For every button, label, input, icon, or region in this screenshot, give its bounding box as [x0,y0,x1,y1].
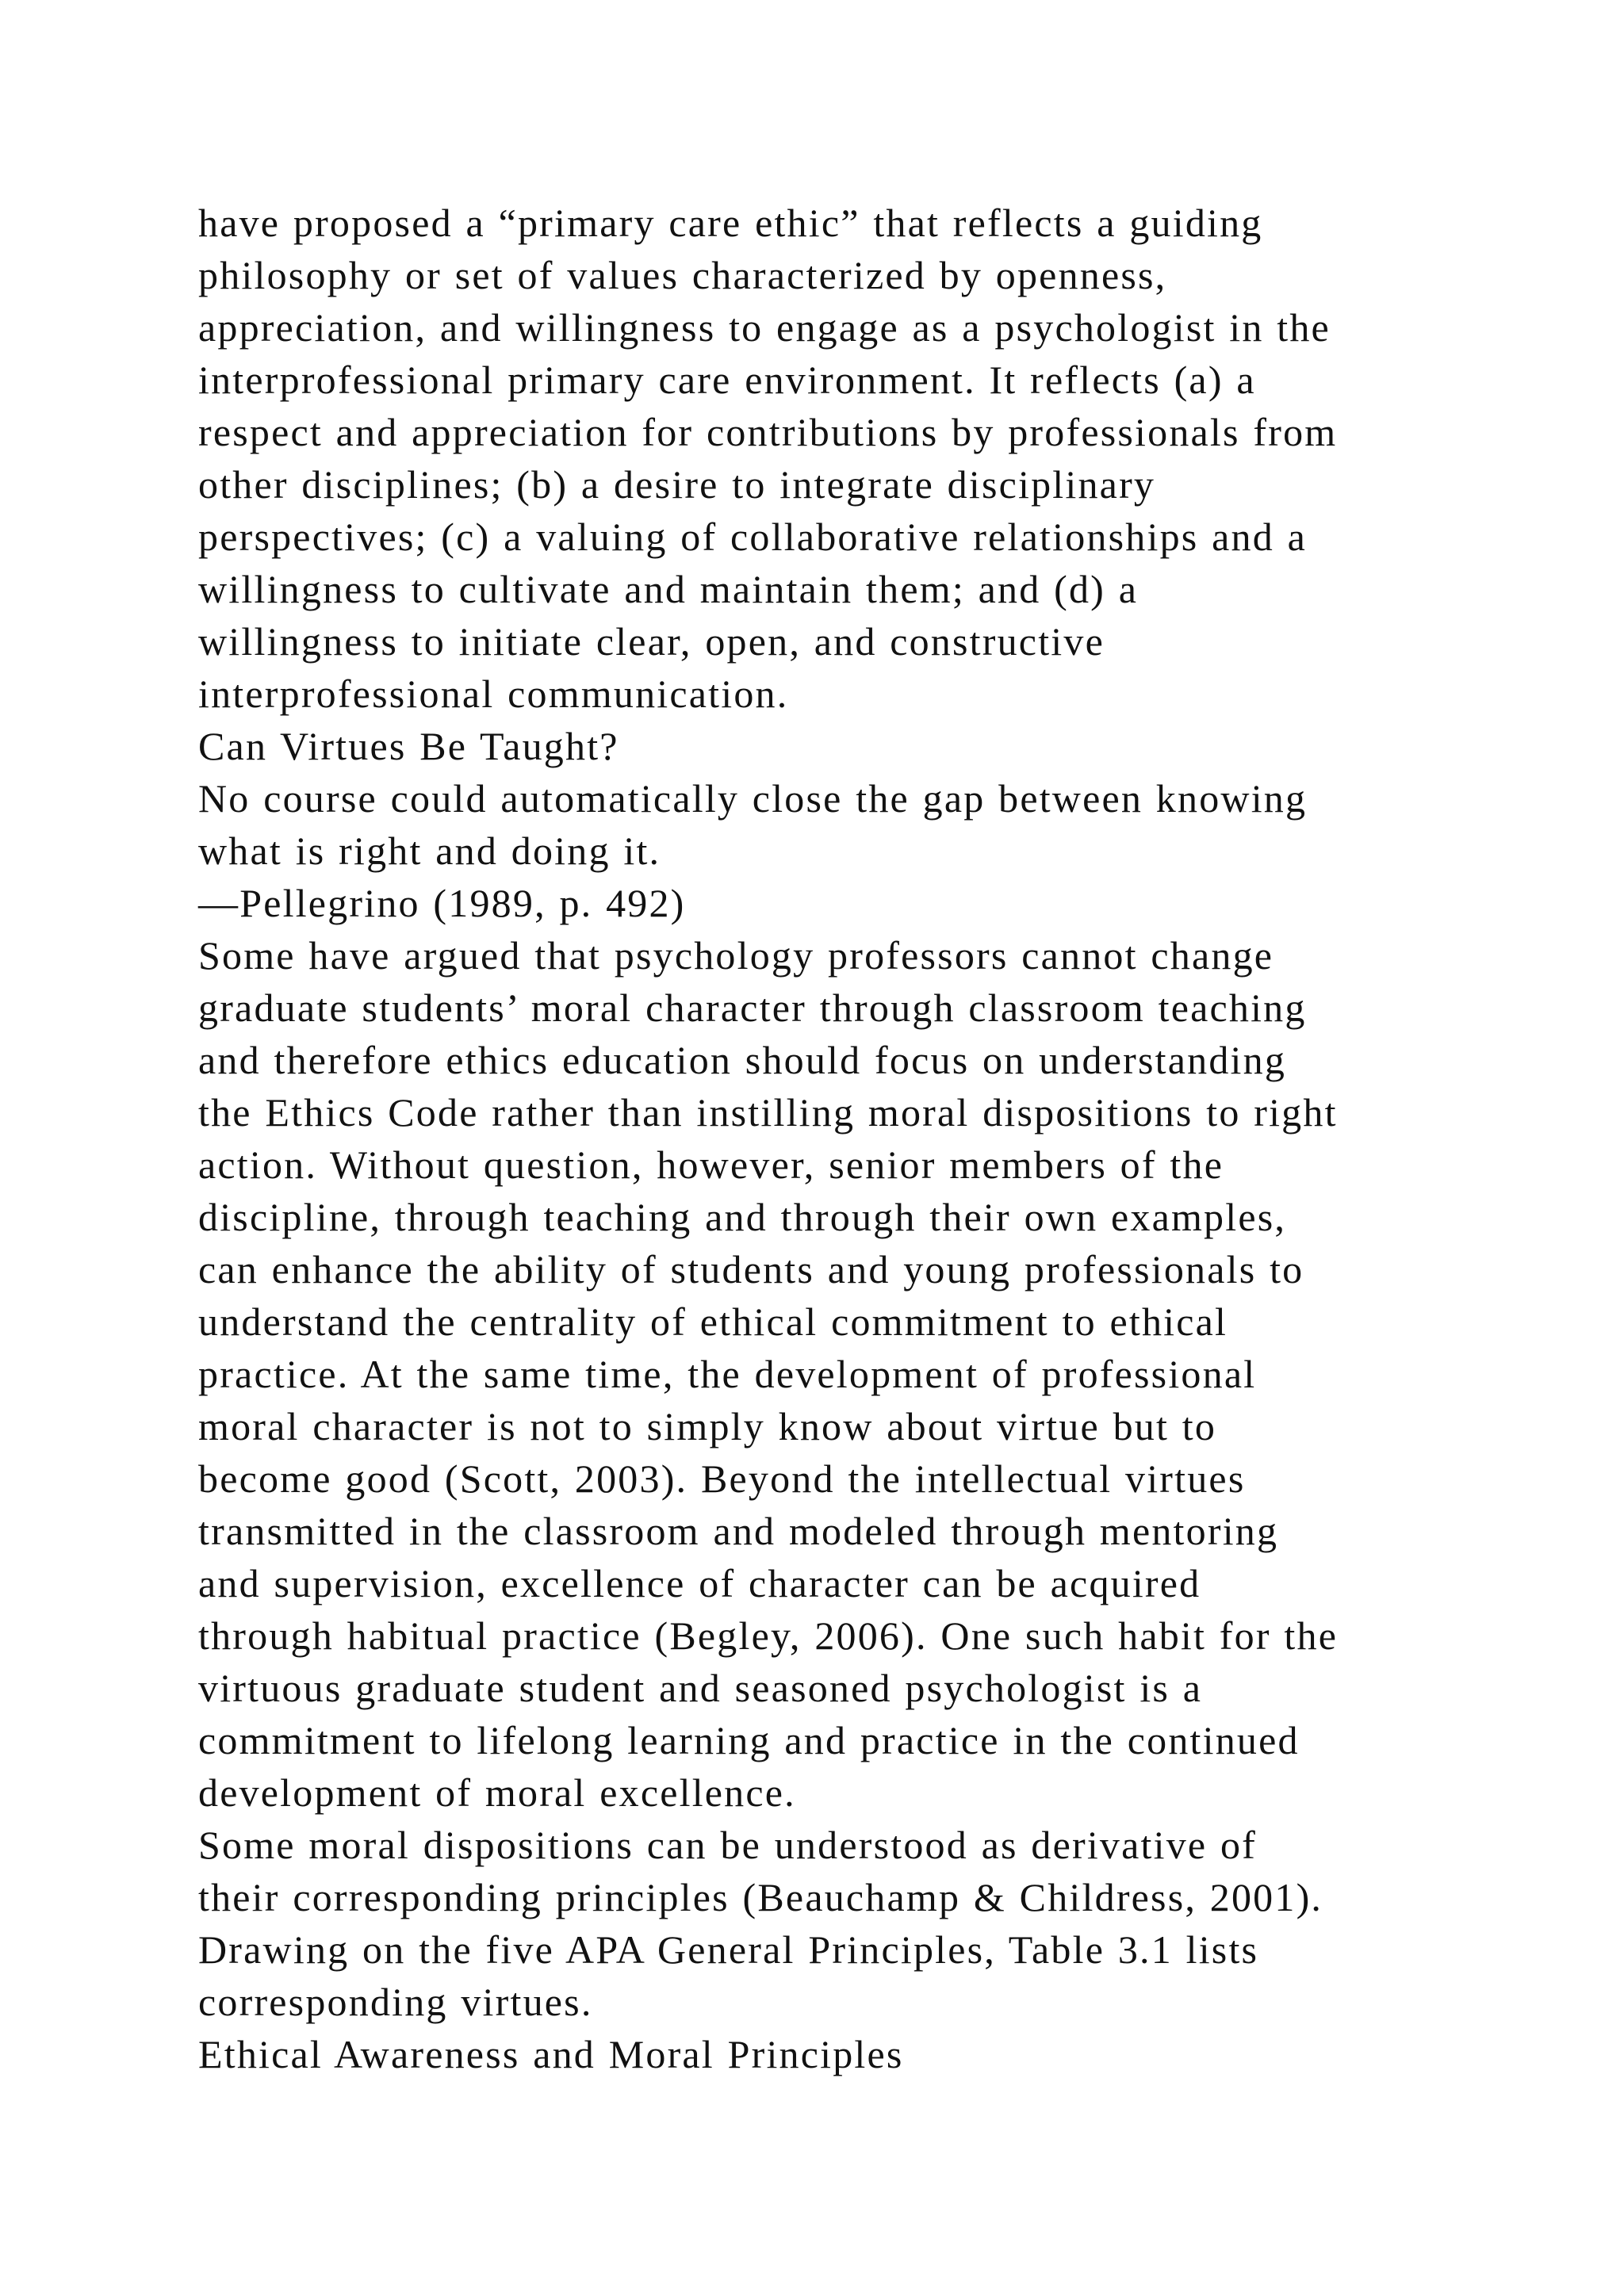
text-line: willingness to initiate clear, open, and constructive [198,619,1105,664]
text-line: virtuous graduate student and seasoned psychologist is a [198,1666,1203,1710]
text-line: have proposed a “primary care ethic” that reflects a guiding [198,201,1263,245]
section-heading: Can Virtues Be Taught? [198,724,619,768]
text-line: through habitual practice (Begley, 2006). One such habit for the [198,1613,1339,1658]
text-line: understand the centrality of ethical commitment to ethical [198,1299,1228,1344]
text-line: philosophy or set of values characterized by openness, [198,253,1167,297]
text-line: their corresponding principles (Beauchamp & Childress, 2001). [198,1875,1323,1919]
section-heading: Ethical Awareness and Moral Principles [198,2032,904,2076]
text-line: perspectives; (c) a valuing of collaborative relationships and a [198,515,1308,559]
text-line: and therefore ethics education should focus on understanding [198,1038,1287,1082]
text-line: corresponding virtues. [198,1980,593,2024]
epigraph-attribution: —Pellegrino (1989, p. 492) [198,881,686,925]
text-line: transmitted in the classroom and modeled through mentoring [198,1509,1279,1553]
document-text [198,197,1515,2080]
text-line: become good (Scott, 2003). Beyond the intellectual virtues [198,1456,1246,1501]
text-line: respect and appreciation for contributions by professionals from [198,410,1338,454]
text-line: other disciplines; (b) a desire to integrate disciplinary [198,462,1156,507]
text-line: discipline, through teaching and through their own examples, [198,1195,1287,1239]
text-line: Some moral dispositions can be understood as derivative of [198,1823,1258,1867]
text-line: willingness to cultivate and maintain them; and (d) a [198,567,1139,611]
epigraph-line: what is right and doing it. [198,828,661,873]
text-line: Drawing on the five APA General Principles, Table 3.1 lists [198,1927,1259,1972]
text-line: can enhance the ability of students and young professionals to [198,1247,1304,1292]
text-line: Some have argued that psychology professors cannot change [198,933,1274,978]
text-line: interprofessional primary care environment. It reflects (a) a [198,358,1256,402]
text-line: commitment to lifelong learning and practice in the continued [198,1718,1300,1762]
text-line: moral character is not to simply know about virtue but to [198,1404,1217,1448]
text-line: practice. At the same time, the development of professional [198,1352,1257,1396]
text-line: development of moral excellence. [198,1770,796,1815]
epigraph-line: No course could automatically close the gap between knowing [198,776,1308,821]
text-line: action. Without question, however, senior members of the [198,1142,1224,1187]
text-line: and supervision, excellence of character can be acquired [198,1561,1201,1605]
text-line: interprofessional communication. [198,672,789,716]
text-line: appreciation, and willingness to engage as a psychologist in the [198,305,1331,350]
text-line: the Ethics Code rather than instilling moral dispositions to right [198,1090,1338,1135]
text-line: graduate students’ moral character through classroom teaching [198,985,1307,1030]
